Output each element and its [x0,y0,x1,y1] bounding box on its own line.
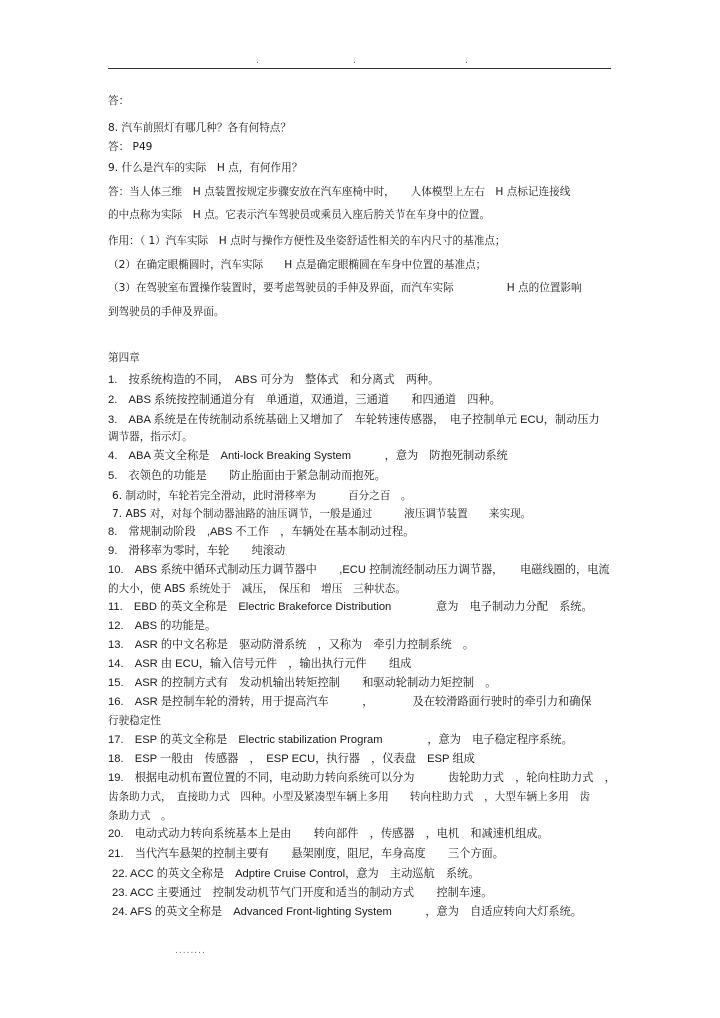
item-23: 23. ACC 主要通过 控制发动机节气门开度和适当的制动方式 控制车速。 [112,887,493,899]
item-17: 17. ESP 的英文全称是 Electric stabilization Program ，意为 电子稳定程序系统。 [108,734,573,746]
answer-8: 答： P49 [108,141,153,153]
item-16-line-1: 16. ASR 是控制车轮的滑转，用于提高汽车 ， 及在较滑路面行驶时的牵引力和确保 [108,696,592,708]
item-9: 9. 滑移率为零时，车轮 纯滚动 [108,545,286,557]
function-line-3: （3）在驾驶室布置操作装置时，要考虑驾驶员的手伸及界面，而汽车实际 H 点的位置影响 [108,282,582,294]
item-8: 8. 常规制动阶段 ,ABS 不工作 ，车辆处在基本制动过程。 [108,526,415,538]
item-5: 5. 衣领色的功能是 防止胎面由于紧急制动而抱死。 [108,470,386,482]
answer-line: 答： [108,95,130,107]
header-dot-3: . [465,56,468,66]
item-15: 15. ASR 的控制方式有 发动机输出转矩控制 和驱动轮制动力矩控制 。 [108,677,497,689]
footer-dots: ........ [175,946,206,956]
item-21: 21. 当代汽车悬架的控制主要有 悬架刚度，阻尼，车身高度 三个方面。 [108,848,504,860]
item-19-line-1: 19. 根据电动机布置位置的不同，电动助力转向系统可以分为 齿轮助力式 ，轮向柱助力式 ， [108,772,616,784]
question-8: 8. 汽车前照灯有哪几种？各有何特点？ [108,122,291,134]
question-9: 9. 什么是汽车的实际 H 点，有何作用？ [108,162,303,174]
header-dot-1: . [256,56,259,66]
item-19-line-2: 齿条助力式， 直接助力式 四种。小型及紧凑型车辆上多用 转向柱助力式 ，大型车辆上多用 齿 [108,791,591,803]
item-10-line-2: 的大小，使 ABS 系统处于 减压， 保压和 增压 三种状态。 [108,583,406,595]
item-14: 14. ASR 由 ECU，输入信号元件 ，输出执行元件 组成 [108,658,412,670]
item-16-line-2: 行驶稳定性 [108,715,161,727]
item-1: 1. 按系统构造的不同， ABS 可分为 整体式 和分离式 两种。 [108,374,440,386]
item-2: 2. ABS 系统按控制通道分有 单通道，双通道，三通道 和四通道 四种。 [108,394,501,406]
item-4: 4. ABA 英文全称是 Anti-lock Breaking System ，意为 防抱死制动系统 [108,450,508,462]
chapter-heading: 第四章 [108,352,140,364]
item-12: 12. ABS 的功能是。 [108,620,217,632]
answer-9-line-1: 答：当人体三维 H 点装置按规定步骤安放在汽车座椅中时， 人体模型上左右 H 点标记连接线 [108,186,571,198]
item-3-line-1: 3. ABA 系统是在传统制动系统基础上又增加了 车轮转速传感器， 电子控制单元 ECU，制动压力 [108,414,600,426]
item-24: 24. AFS 的英文全称是 Advanced Front-lighting System ，意为 自适应转向大灯系统。 [112,906,582,918]
item-6: 6. 制动时，车轮若完全滑动，此时滑移率为 百分之百 。 [112,490,412,502]
function-line-2: （2）在确定眼椭圆时，汽车实际 H 点是确定眼椭圆在车身中位置的基准点； [108,259,487,271]
item-13: 13. ASR 的中文名称是 驱动防滑系统 ，又称为 牵引力控制系统 。 [108,639,475,651]
header-dot-2: . [353,56,356,66]
item-11: 11. EBD 的英文全称是 Electric Brakeforce Distribution 意为 电子制动力分配 系统。 [108,601,593,613]
item-19-line-3: 条助力式 。 [108,810,172,822]
answer-9-line-2: 的中点称为实际 H 点。它表示汽车驾驶员或乘员入座后胯关节在车身中的位置。 [108,209,491,221]
item-7: 7. ABS 对，对每个制动器油路的油压调节，一般是通过 液压调节装置 来实现。 [112,508,532,520]
header-rule [108,68,611,69]
item-10-line-1: 10. ABS 系统中循环式制动压力调节器中 ,ECU 控制流经制动压力调节器， 电磁线圈的，电流 [108,564,610,576]
item-18: 18. ESP 一般由 传感器 ， ESP ECU，执行器 ，仪表盘 ESP 组成 [108,753,475,765]
function-line-1: 作用：（ 1）汽车实际 H 点时与操作方便性及坐姿舒适性相关的车内尺寸的基准点； [108,235,506,247]
function-line-4: 到驾驶员的手伸及界面。 [108,306,225,318]
item-3-line-2: 调节器，指示灯。 [108,431,193,443]
item-20: 20. 电动式动力转向系统基本上是由 转向部件 ，传感器 ，电机 和减速机组成。 [108,828,549,840]
item-22: 22. ACC 的英文全称是 Adptire Cruise Control，意为 主动巡航 系统。 [112,868,480,880]
